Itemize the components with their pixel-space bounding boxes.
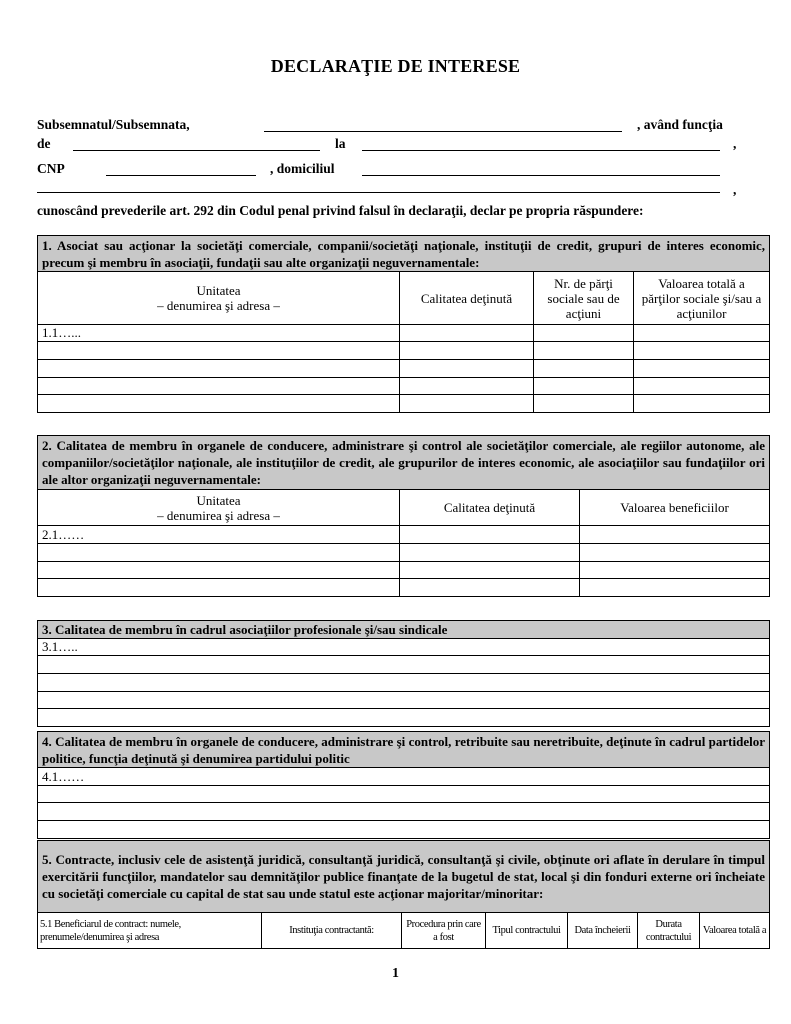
s5-col-data: Data încheierii [568,913,638,949]
s1-cell[interactable] [534,360,634,378]
de-label: de [37,136,51,151]
avand-functia-label: , având funcţia [637,117,723,132]
s1-cell[interactable] [634,395,770,413]
s1-cell[interactable] [534,395,634,413]
s2-cell[interactable] [580,544,770,562]
s5-col-procedura: Procedura prin care a fost [402,913,486,949]
s2-cell[interactable] [38,562,400,579]
comma-2: , [733,182,737,197]
s1-col-unitatea [38,272,400,325]
s1-col-valoarea: Valoarea totală a părţilor sociale şi/sau a acţiunilor [634,272,770,325]
domiciliul-label: , domiciliul [270,161,335,176]
s4-row-1-label[interactable]: 4.1…… [38,768,770,786]
section-1-heading: 1. Asociat sau acţionar la societăţi comerciale, companii/societăţi naţionale, instituţii de credit, grupuri de interes economic, precum şi membru în asociaţii, fundaţii sau alte organizaţii neguvernamentale: [38,236,770,272]
s1-cell[interactable] [534,378,634,395]
s2-col-unitatea-text: Unitatea – denumirea şi adresa – [157,492,280,523]
s4-cell[interactable] [38,803,770,821]
comma-1: , [733,136,737,151]
cnp-label: CNP [37,161,65,176]
la-label: la [335,136,346,151]
s2-cell[interactable] [580,562,770,579]
s2-col-unitatea [38,490,400,526]
name-field-line[interactable] [264,131,622,132]
s1-cell[interactable] [38,395,400,413]
s2-cell[interactable] [400,562,580,579]
s3-row-1-label[interactable]: 3.1….. [38,639,770,656]
s1-col-calitatea: Calitatea deţinută [400,272,534,325]
s2-cell[interactable] [400,526,580,544]
s1-cell[interactable] [400,378,534,395]
s3-cell[interactable] [38,656,770,674]
s5-col-durata: Durata contractului [638,913,700,949]
s1-cell[interactable] [634,342,770,360]
s3-cell[interactable] [38,709,770,727]
s1-cell[interactable] [400,325,534,342]
s2-cell[interactable] [38,579,400,597]
s4-cell[interactable] [38,786,770,803]
section-1-table [37,235,770,413]
institution-field-line[interactable] [362,150,720,151]
section-5-heading: 5. Contracte, inclusiv cele de asistenţă juridică, consultanţă juridică, consultanţă şi civile, obţinute ori aflate în derulare în timpul exercitării funcţiilor, mandatelor sau demnităţilor publice finanţate de la bugetul de stat, local şi din fonduri externe ori încheiate cu societăţi comerciale cu capital de stat sau unde statul este acţionar majoritar/minoritar: [38,841,770,913]
s5-col-beneficiar: 5.1 Beneficiarul de contract: numele, prenumele/denumirea şi adresa [38,913,262,949]
s4-cell[interactable] [38,821,770,839]
s2-cell[interactable] [400,579,580,597]
s1-cell[interactable] [634,325,770,342]
section-2-heading: 2. Calitatea de membru în organele de conducere, administrare şi control ale societăţilor comerciale, ale regiilor autonome, ale companiilor/societăţilor naţionale, ale instituţiilor de credit, ale grupurilor de interes economic, ale asociaţiilor sau fundaţiilor ori ale altor organizaţii neguvernamentale: [38,436,770,490]
s1-cell[interactable] [400,342,534,360]
s2-col-valoarea-beneficiilor: Valoarea beneficiilor [580,490,770,526]
s2-cell[interactable] [38,544,400,562]
domicile-field-line[interactable] [362,175,720,176]
subsemnatul-label: Subsemnatul/Subsemnata, [37,117,190,132]
domicile-field-line-2[interactable] [37,192,720,193]
s2-cell[interactable] [400,544,580,562]
s1-cell[interactable] [38,342,400,360]
s1-cell[interactable] [38,360,400,378]
s1-cell[interactable] [634,360,770,378]
declaration-text: cunoscând prevederile art. 292 din Codul penal privind falsul în declaraţii, declar pe propria răspundere: [37,203,644,218]
section-4-table [37,731,770,839]
cnp-field-line[interactable] [106,175,256,176]
page-title: DECLARAŢIE DE INTERESE [270,56,521,76]
section-5-table [37,840,770,949]
s1-col-nr-parti: Nr. de părţi sociale sau de acţiuni [534,272,634,325]
s1-col-unitatea-text: Unitatea – denumirea şi adresa – [157,283,280,313]
s1-cell[interactable] [534,325,634,342]
s2-cell[interactable] [580,579,770,597]
section-4-heading: 4. Calitatea de membru în organele de conducere, administrare şi control, retribuite sau neretribuite, deţinute în cadrul partidelor politice, funcţia deţinută şi denumirea partidului politic [38,732,770,768]
s2-col-calitatea: Calitatea deţinută [400,490,580,526]
s3-cell[interactable] [38,674,770,692]
s1-cell[interactable] [400,395,534,413]
s1-cell[interactable] [400,360,534,378]
section-2-table [37,435,770,597]
section-3-heading: 3. Calitatea de membru în cadrul asociaţiilor profesionale şi/sau sindicale [38,621,770,639]
s1-cell[interactable] [38,378,400,395]
s2-row-1-label[interactable]: 2.1…… [38,526,400,544]
s1-row-1-label[interactable]: 1.1…... [38,325,400,342]
s3-cell[interactable] [38,692,770,709]
page-number: 1 [392,966,399,981]
function-field-line[interactable] [73,150,320,151]
s5-col-tipul: Tipul contractului [486,913,568,949]
section-3-table [37,620,770,727]
s5-col-institutia: Instituţia contractantă: [262,913,402,949]
s2-cell[interactable] [580,526,770,544]
s1-cell[interactable] [534,342,634,360]
s1-cell[interactable] [634,378,770,395]
s5-col-valoarea: Valoarea totală a [700,913,770,949]
